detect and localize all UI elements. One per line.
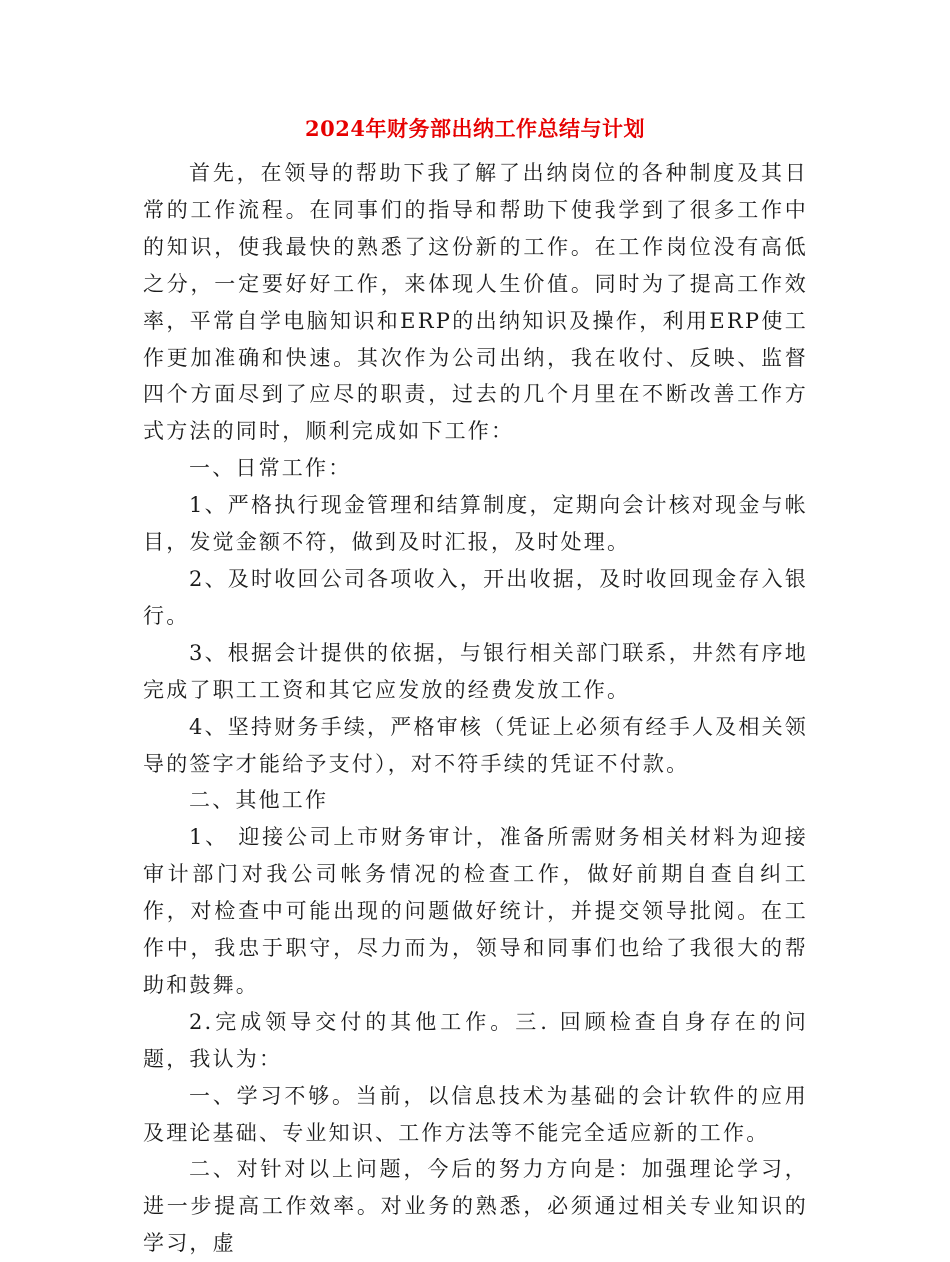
document-body xyxy=(143,155,808,1262)
list-item-other-tasks: 2.完成领导交付的其他工作。三. 回顾检查自身存在的问题，我认为： xyxy=(143,1009,808,1071)
document-title: 2024年财务部出纳工作总结与计划 xyxy=(305,116,645,141)
list-item-salary-payment: 3、根据会计提供的依据，与银行相关部门联系，井然有序地完成了职工工资和其它应发放的经费发放工作。 xyxy=(143,640,808,702)
list-item-collect-income: 2、及时收回公司各项收入，开出收据，及时收回现金存入银行。 xyxy=(143,566,808,628)
paragraph-improvement-direction: 二、对针对以上问题，今后的努力方向是：加强理论学习，进一步提高工作效率。对业务的熟悉，必须通过相关专业知识的学习，虚 xyxy=(143,1157,808,1256)
list-item-audit-procedures: 4、坚持财务手续，严格审核（凭证上必须有经手人及相关领导的签字才能给予支付），对不符手续的凭证不付款。 xyxy=(143,714,808,776)
paragraph-insufficient-study: 一、学习不够。当前，以信息技术为基础的会计软件的应用及理论基础、专业知识、工作方法等不能完全适应新的工作。 xyxy=(143,1083,808,1145)
section-heading-other-work: 二、其他工作 xyxy=(189,788,329,813)
section-heading-daily-work: 一、日常工作： xyxy=(189,456,352,481)
paragraph-intro: 首先，在领导的帮助下我了解了出纳岗位的各种制度及其日常的工作流程。在同事们的指导和帮助下使我学到了很多工作中的知识，使我最快的熟悉了这份新的工作。在工作岗位没有高低之分，一定要好好工作，来体现人生价值。同时为了提高工作效率，平常自学电脑知识和ERP的出纳知识及操作，利用ERP使工作更加准确和快速。其次作为公司出纳，我在收付、反映、监督四个方面尽到了应尽的职责，过去的几个月里在不断改善工作方式方法的同时，顺利完成如下工作： xyxy=(143,161,808,444)
list-item-cash-management: 1、严格执行现金管理和结算制度，定期向会计核对现金与帐目，发觉金额不符，做到及时汇报，及时处理。 xyxy=(143,493,808,555)
list-item-listing-audit: 1、 迎接公司上市财务审计，准备所需财务相关材料为迎接审计部门对我公司帐务情况的检查工作，做好前期自查自纠工作，对检查中可能出现的问题做好统计，并提交领导批阅。在工作中，我忠于职守，尽力而为，领导和同事们也给了我很大的帮助和鼓舞。 xyxy=(143,825,808,997)
